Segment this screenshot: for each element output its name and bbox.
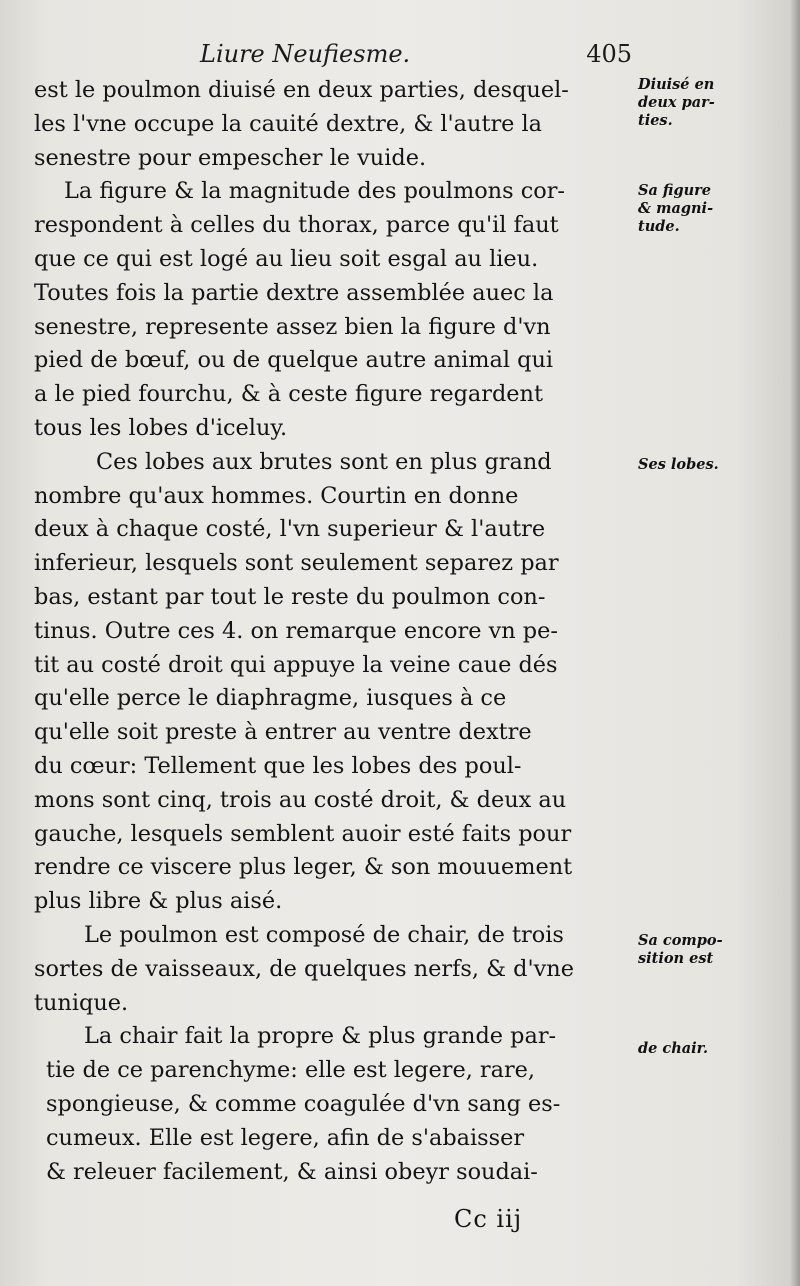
text-line: du cœur: Tellement que les lobes des poul- [34, 752, 522, 779]
margin-note-diuise: Diuisé en deux par- ties. [638, 76, 715, 129]
text-line: inferieur, lesquels sont seulement separez par [34, 550, 559, 577]
text-line: gauche, lesquels semblent auoir esté faits pour [34, 820, 572, 847]
text-line: rendre ce viscere plus leger, & son mouuement [34, 854, 573, 881]
text-line: sortes de vaisseaux, de quelques nerfs, & d'vne [34, 955, 574, 982]
text-line: tie de ce parenchyme: elle est legere, rare, [46, 1057, 536, 1084]
margin-note-lobes: Ses lobes. [638, 456, 719, 473]
text-line: bas, estant par tout le reste du poulmon con- [34, 583, 546, 610]
text-line: tit au costé droit qui appuye la veine caue dés [34, 651, 558, 678]
page-header [200, 40, 640, 76]
margin-note-chair: de chair. [638, 1040, 709, 1057]
text-line: plus libre & plus aisé. [34, 888, 283, 915]
text-line: mons sont cinq, trois au costé droit, & deux au [34, 786, 567, 813]
main-text-block [34, 74, 634, 1189]
text-line: senestre, represente assez bien la figure d'vn [34, 313, 551, 340]
text-line: tunique. [34, 989, 129, 1016]
text-line: qu'elle perce le diaphragme, iusques à ce [34, 685, 507, 712]
page-edge-shadow [790, 0, 800, 1286]
text-line: Toutes fois la partie dextre assemblée auec la [34, 279, 554, 306]
text-line: respondent à celles du thorax, parce qu'il faut [34, 212, 559, 239]
signature-mark: Cc iij [454, 1205, 523, 1233]
text-line: tous les lobes d'iceluy. [34, 414, 288, 441]
text-line: & releuer facilement, & ainsi obeyr soudai- [46, 1158, 538, 1185]
text-line: tinus. Outre ces 4. on remarque encore vn pe- [34, 617, 558, 644]
text-line: cumeux. Elle est legere, afin de s'abaisser [46, 1124, 525, 1151]
margin-note-figure: Sa figure & magni- tude. [638, 182, 714, 235]
margin-note-composition: Sa compo- sition est [638, 932, 723, 967]
text-line: La chair fait la propre & plus grande par- [84, 1023, 557, 1050]
text-line: a le pied fourchu, & à ceste figure regardent [34, 381, 543, 408]
text-line: qu'elle soit preste à entrer au ventre dextre [34, 719, 532, 746]
text-line: Ces lobes aux brutes sont en plus grand [96, 448, 552, 475]
text-line: deux à chaque costé, l'vn superieur & l'autre [34, 516, 546, 543]
text-line: senestre pour empescher le vuide. [34, 144, 427, 171]
text-line: que ce qui est logé au lieu soit esgal au lieu. [34, 245, 539, 272]
page-number: 405 [586, 40, 632, 68]
running-head: Liure Neufiesme. [200, 40, 411, 68]
text-line: les l'vne occupe la cauité dextre, & l'autre la [34, 110, 543, 137]
text-line: Le poulmon est composé de chair, de trois [84, 921, 564, 948]
text-line: nombre qu'aux hommes. Courtin en donne [34, 482, 519, 509]
text-line: spongieuse, & comme coagulée d'vn sang es- [46, 1090, 561, 1117]
text-line: est le poulmon diuisé en deux parties, desquel- [34, 77, 569, 103]
text-line: pied de bœuf, ou de quelque autre animal qui [34, 347, 554, 374]
text-line: La figure & la magnitude des poulmons cor- [64, 178, 566, 205]
